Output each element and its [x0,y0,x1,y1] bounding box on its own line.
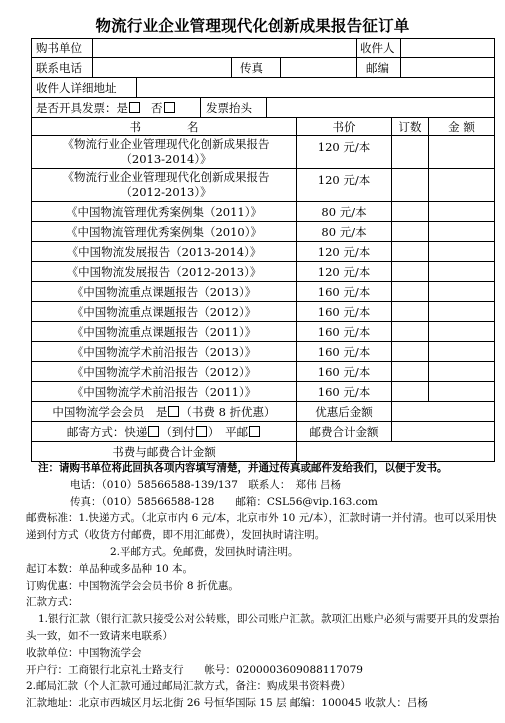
book-name: 《中国物流重点课题报告（2012）》 [71,304,257,319]
buyer-row [31,38,495,58]
qty-field[interactable] [392,202,428,221]
postage-standard: 邮费标准：1.快递方式。（北京市内 6 元/本，北京市外 10 元/本），汇款时请一并付清。也可以采用快递到付方式（收货方付邮费，即不用汇邮费），发回执时请注明。 [26,512,497,542]
grand-total-field[interactable] [297,442,494,461]
invoice-choice [36,98,200,117]
book-row [31,262,495,282]
member-choice [32,402,296,421]
book-name: 《中国物流学术前沿报告（2011）》 [71,384,257,399]
member-yes-checkbox[interactable] [168,406,179,417]
book-row [31,342,495,362]
book-name: 《中国物流学术前沿报告（2013）》 [71,344,257,359]
notice-text: 注：请购书单位将此回执各项内容填写清楚，并通过传真或邮件发给我们，以便于发书。 [38,462,448,474]
recipient-field[interactable] [401,39,494,57]
book-price: 160 元/本 [317,324,371,339]
amount-field[interactable] [429,342,494,361]
surface-mail-checkbox[interactable] [249,426,260,437]
book-name: 《中国物流发展报告（2013-2014）》 [66,244,262,259]
buyer-label: 购书单位 [36,41,82,55]
order-notes [26,460,500,712]
book-row [31,202,495,222]
grand-total-row [31,442,495,462]
qty-field[interactable] [392,242,428,261]
book-price: 160 元/本 [317,284,371,299]
recipient-label: 收件人 [360,41,395,55]
shipping-choice [32,422,296,441]
shipping-label: 邮寄方式：快递 [66,424,148,439]
book-price: 80 元/本 [321,204,367,219]
invoice-title-label: 发票抬头 [206,100,252,115]
amount-field[interactable] [429,322,494,341]
qty-field[interactable] [392,262,428,281]
contact-fax: 传真：（010）58566588-128 邮箱：CSL56@vip.163.com [70,495,378,508]
amount-field[interactable] [429,382,494,401]
invoice-yes-checkbox[interactable] [129,102,140,113]
shipping-row [31,422,495,442]
book-price: 120 元/本 [317,264,371,279]
express-checkbox[interactable] [148,426,159,437]
order-form-table [31,38,495,462]
book-price: 160 元/本 [317,344,371,359]
surface-mail-label: ） 平邮 [207,424,249,439]
qty-field[interactable] [392,322,428,341]
amount-field[interactable] [429,242,494,261]
book-row [31,382,495,402]
book-row [31,169,495,202]
member-note: （书费 8 折优惠） [180,404,276,419]
member-row [31,402,495,422]
book-price: 160 元/本 [317,304,371,319]
book-row [31,302,495,322]
amount-field[interactable] [429,282,494,301]
book-row [31,362,495,382]
postcode-field[interactable] [401,58,494,77]
member-label: 中国物流学会会员 是 [52,404,168,419]
postage-total-label: 邮费合计金额 [309,424,379,439]
amount-field[interactable] [429,222,494,241]
address-field[interactable] [137,78,494,97]
book-row [31,222,495,242]
buyer-field[interactable] [93,39,356,57]
post-address: 汇款地址：北京市西城区月坛北街 26 号恒华国际 15 层 邮编：100045 收款人：吕杨 [26,697,428,710]
phone-field[interactable] [93,58,231,77]
contact-row [31,58,495,78]
fax-field[interactable] [281,58,356,77]
header-qty: 订数 [398,119,422,134]
amount-field[interactable] [429,302,494,321]
invoice-title-field[interactable] [267,98,494,117]
book-name: 《中国物流管理优秀案例集（2011）》 [65,204,262,219]
postage-surface: 2.平邮方式。免邮费，发回执时请注明。 [110,545,299,558]
address-row [31,78,495,98]
page-title: 物流行业企业管理现代化创新成果报告征订单 [95,17,410,35]
qty-field[interactable] [392,362,428,381]
book-row [31,322,495,342]
amount-field[interactable] [429,169,494,201]
header-price: 书价 [332,119,356,134]
qty-field[interactable] [392,282,428,301]
qty-field[interactable] [392,382,428,401]
book-price: 120 元/本 [317,244,371,259]
book-price: 120 元/本 [317,140,371,154]
cod-checkbox[interactable] [196,426,207,437]
amount-field[interactable] [429,362,494,381]
payment-title: 汇款方式： [26,596,79,609]
invoice-label: 是否开具发票：是 [36,100,128,115]
book-name: 《中国物流学术前沿报告（2012）》 [71,364,257,379]
book-name: 《中国物流重点课题报告（2013）》 [71,284,257,299]
invoice-no-label: 否 [151,100,163,115]
address-label: 收件人详细地址 [36,80,117,95]
post-method: 2.邮局汇款（个人汇款可通过邮局汇款方式，备注：购成果书资料费） [26,680,352,693]
header-amount: 金 额 [448,119,475,134]
book-row [31,282,495,302]
qty-field[interactable] [392,169,428,201]
bank-payee: 收款单位：中国物流学会 [26,646,142,659]
grand-total-label: 书费与邮费合计金额 [112,444,216,459]
book-row [31,242,495,262]
book-name: 《中国物流管理优秀案例集（2010）》 [65,224,262,239]
invoice-no-checkbox[interactable] [164,102,175,113]
postage-total-field[interactable] [392,422,494,441]
amount-field[interactable] [429,136,494,168]
amount-field[interactable] [429,262,494,281]
postcode-label: 邮编 [366,60,389,75]
book-price: 160 元/本 [317,364,371,379]
book-price: 80 元/本 [321,224,367,239]
qty-field[interactable] [392,342,428,361]
qty-field[interactable] [392,136,428,168]
amount-field[interactable] [429,202,494,221]
book-price: 160 元/本 [317,384,371,399]
cod-label: （到付 [160,424,195,439]
qty-field[interactable] [392,222,428,241]
invoice-row [31,98,495,118]
book-name: 《物流行业企业管理现代化创新成果报告（2012-2013）》 [62,170,270,199]
order-discount: 订购优惠：中国物流学会会员书价 8 折优惠。 [26,579,239,592]
phone-label: 联系电话 [36,60,82,75]
discount-total-field[interactable] [392,402,494,421]
min-order: 起订本数：单品种或多品种 10 本。 [26,562,194,575]
book-row [31,136,495,169]
contact-phone: 电话：（010）58566588-139/137 联系人： 郑伟 吕杨 [70,478,341,491]
discount-total-label: 优惠后金额 [315,404,373,419]
book-name: 《中国物流重点课题报告（2011）》 [71,324,257,339]
qty-field[interactable] [392,302,428,321]
book-table-header [31,118,495,136]
book-name: 《物流行业企业管理现代化创新成果报告（2013-2014）》 [62,137,270,166]
fax-label: 传真 [240,60,263,75]
bank-method: 1.银行汇款（银行汇款只接受公对公转账，即公司账户汇款。款项汇出账户必须与需要开具的发票抬头一致，如不一致请来电联系） [26,613,500,642]
bank-account: 开户行：工商银行北京礼士路支行 帐号：0200003609088117079 [26,663,363,676]
header-title: 书 名 [129,119,199,134]
book-price: 120 元/本 [317,173,371,187]
book-name: 《中国物流发展报告（2012-2013）》 [66,264,262,279]
